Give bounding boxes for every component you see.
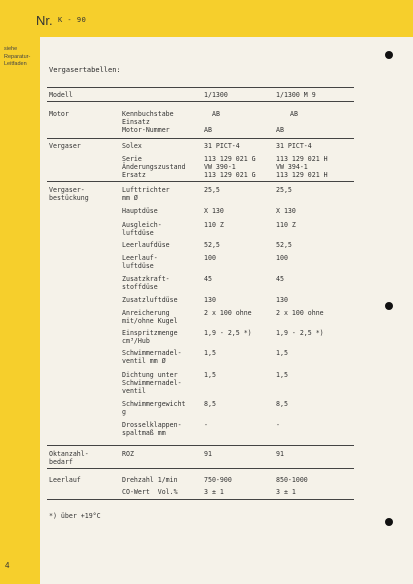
side-band: [0, 37, 40, 584]
bestueckung-value-2: 1,9 - 2,5 *): [276, 329, 324, 337]
vergaser-key: Ersatz: [122, 171, 146, 179]
leerlauf-key: Drehzahl 1/min: [122, 476, 178, 484]
vergaser-value-1: 31 PICT-4: [204, 142, 240, 150]
row-label-vergaser: Vergaser: [49, 142, 81, 150]
bestueckung-value-1: 1,9 - 2,5 *): [204, 329, 252, 337]
bestueckung-key: Schwimmernadel-: [122, 379, 182, 387]
table-rule: [47, 87, 354, 88]
bestueckung-key: Leerlaufdüse: [122, 241, 170, 249]
bestueckung-key: Einspritzmenge: [122, 329, 178, 337]
bestueckung-key: spaltmaß mm: [122, 429, 166, 437]
footnote: *) über +19°C: [49, 512, 101, 520]
bestueckung-value-2: 2 x 100 ohne: [276, 309, 324, 317]
leerlauf-value-1: 750-900: [204, 476, 232, 484]
bestueckung-key: mm Ø: [122, 194, 138, 202]
table-rule: [47, 468, 354, 469]
table-rule: [47, 181, 354, 182]
bestueckung-key: g: [122, 408, 126, 416]
bestueckung-key: Dichtung unter: [122, 371, 178, 379]
row-label-bestueckung: bestückung: [49, 194, 89, 202]
bestueckung-value-2: 100: [276, 254, 288, 262]
vergaser-key: Änderungszustand: [122, 163, 186, 171]
bestueckung-value-2: 8,5: [276, 400, 288, 408]
side-note: [4, 46, 30, 69]
table-rule: [47, 101, 354, 102]
bestueckung-value-2: X 130: [276, 207, 296, 215]
bestueckung-key: luftdüse: [122, 262, 154, 270]
bestueckung-value-2: 52,5: [276, 241, 292, 249]
page-number: 4: [5, 561, 10, 570]
side-note-line: siehe: [4, 46, 18, 52]
motor-key: Kennbuchstabe: [122, 110, 174, 118]
bestueckung-key: Drosselklappen-: [122, 421, 182, 429]
table-rule: [47, 138, 354, 139]
vergaser-value-1: VW 390-1: [204, 163, 236, 171]
row-label-bestueckung: Vergaser-: [49, 186, 85, 194]
bestueckung-key: cm³/Hub: [122, 337, 150, 345]
motor-value-2: AB: [276, 126, 284, 134]
vergaser-key: Serie: [122, 155, 142, 163]
bestueckung-value-2: -: [276, 421, 280, 429]
table-rule: [47, 445, 354, 446]
vergaser-value-2: VW 394-1: [276, 163, 308, 171]
bestueckung-value-1: 110 Z: [204, 221, 224, 229]
motor-value-1: AB: [204, 126, 212, 134]
binder-hole: [385, 302, 393, 310]
bestueckung-key: Hauptdüse: [122, 207, 158, 215]
bestueckung-key: stoffdüse: [122, 283, 158, 291]
motor-key: Motor-Nummer: [122, 126, 170, 134]
bestueckung-value-1: -: [204, 421, 208, 429]
bestueckung-key: luftdüse: [122, 229, 154, 237]
row-label-modell: Modell: [49, 91, 73, 99]
nr-label: Nr.: [36, 13, 53, 28]
bestueckung-value-2: 45: [276, 275, 284, 283]
bestueckung-key: ventil: [122, 387, 146, 395]
bestueckung-key: Leerlauf-: [122, 254, 158, 262]
bestueckung-value-1: 52,5: [204, 241, 220, 249]
bestueckung-key: Anreicherung: [122, 309, 170, 317]
bestueckung-value-1: 1,5: [204, 371, 216, 379]
bestueckung-key: mit/ohne Kugel: [122, 317, 178, 325]
motor-value-2: AB: [290, 110, 298, 118]
row-label-oktan: Oktanzahl-: [49, 450, 89, 458]
bestueckung-value-1: 130: [204, 296, 216, 304]
row-label-oktan: bedarf: [49, 458, 73, 466]
page-title: Vergasertabellen:: [49, 66, 121, 74]
vergaser-value-1: 113 129 021 G: [204, 155, 256, 163]
bestueckung-value-1: 2 x 100 ohne: [204, 309, 252, 317]
bestueckung-value-1: X 130: [204, 207, 224, 215]
bestueckung-key: Ausgleich-: [122, 221, 162, 229]
oktan-key: ROZ: [122, 450, 134, 458]
leerlauf-value-2: 3 ± 1: [276, 488, 296, 496]
oktan-value-1: 91: [204, 450, 212, 458]
bestueckung-key: Zusatzluftdüse: [122, 296, 178, 304]
bestueckung-key: ventil mm Ø: [122, 357, 166, 365]
row-label-motor: Motor: [49, 110, 69, 118]
binder-hole: [385, 51, 393, 59]
vergaser-value-2: 31 PICT-4: [276, 142, 312, 150]
bestueckung-key: Zusatzkraft-: [122, 275, 170, 283]
bestueckung-key: Schwimmergewicht: [122, 400, 186, 408]
side-note-line: Leitfaden: [4, 61, 27, 67]
leerlauf-key: CO-Wert Vol.%: [122, 488, 178, 496]
modell-value-1: 1/1300: [204, 91, 228, 99]
bestueckung-value-1: 8,5: [204, 400, 216, 408]
leerlauf-value-1: 3 ± 1: [204, 488, 224, 496]
bestueckung-value-1: 1,5: [204, 349, 216, 357]
nr-value: K - 90: [58, 16, 87, 24]
vergaser-key: Solex: [122, 142, 142, 150]
bestueckung-value-1: 25,5: [204, 186, 220, 194]
vergaser-value-2: 113 129 021 H: [276, 155, 328, 163]
vergaser-value-1: 113 129 021 G: [204, 171, 256, 179]
table-rule: [47, 499, 354, 500]
bestueckung-value-2: 1,5: [276, 371, 288, 379]
bestueckung-value-2: 110 Z: [276, 221, 296, 229]
row-label-leerlauf: Leerlauf: [49, 476, 81, 484]
bestueckung-value-1: 45: [204, 275, 212, 283]
leerlauf-value-2: 850-1000: [276, 476, 308, 484]
oktan-value-2: 91: [276, 450, 284, 458]
side-note-line: Reparatur-: [4, 53, 31, 60]
binder-hole: [385, 518, 393, 526]
vergaser-value-2: 113 129 021 H: [276, 171, 328, 179]
motor-value-1: AB: [212, 110, 220, 118]
bestueckung-key: Schwimmernadel-: [122, 349, 182, 357]
modell-value-2: 1/1300 M 9: [276, 91, 316, 99]
motor-key: Einsatz: [122, 118, 150, 126]
bestueckung-value-2: 130: [276, 296, 288, 304]
bestueckung-value-2: 25,5: [276, 186, 292, 194]
bestueckung-value-1: 100: [204, 254, 216, 262]
bestueckung-value-2: 1,5: [276, 349, 288, 357]
bestueckung-key: Lufttrichter: [122, 186, 170, 194]
